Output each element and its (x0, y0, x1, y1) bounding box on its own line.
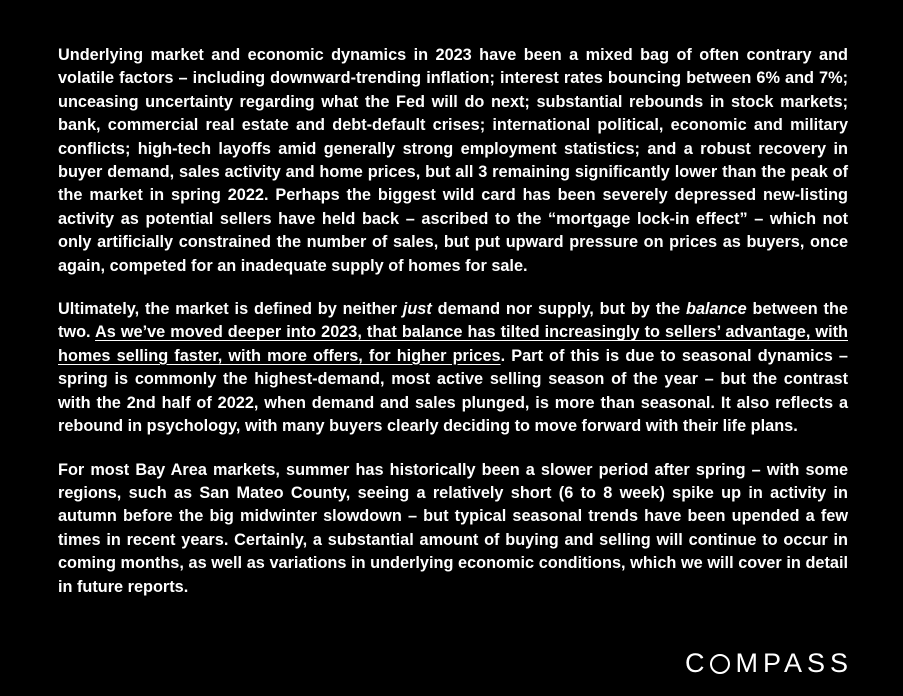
logo-letters-rest: MPASS (735, 648, 853, 678)
paragraph-market-dynamics: Underlying market and economic dynamics in 2023 have been a mixed bag of often contrary and volatile factors – including downward-trending inflation; interest rates bouncing between 6% and 7%; unceasing uncertainty regarding what the Fed will do next; substantial rebounds in stock markets; bank, commercial real estate and debt-default crises; international political, economic and military conflicts; high-tech layoffs amid generally strong employment statistics; and a robust recovery in buyer demand, sales activity and home prices, but all 3 remaining significantly lower than the peak of the market in spring 2022. Perhaps the biggest wild card has been severely depressed new-listing activity as potential sellers have held back – ascribed to the “mortgage lock-in effect” – which not only artificially constrained the number of sales, but put upward pressure on prices as buyers, once again, competed for an inadequate supply of homes for sale. (58, 46, 848, 275)
emphasis-balance: balance (686, 300, 747, 319)
compass-logo (685, 648, 853, 679)
underlined-highlight: As we’ve moved deeper into 2023, that balance has tilted increasingly to sellers’ advantage, with homes selling faster, with more offers, for higher prices (58, 323, 848, 365)
paragraph-text: Ultimately, the market is defined by neither (58, 300, 403, 319)
paragraph-text: demand nor supply, but by the (431, 300, 687, 319)
paragraph-seasonal-trends: For most Bay Area markets, summer has historically been a slower period after spring – with some regions, such as San Mateo County, seeing a relatively short (6 to 8 week) spike up in activity in autumn before the big midwinter slowdown – but typical seasonal trends have been upended a few times in recent years. Certainly, a substantial amount of buying and selling will continue to occur in coming months, as well as variations in underlying economic conditions, which we will cover in detail in future reports. (58, 460, 848, 596)
paragraph-text: . Part of this is due to seasonal dynamics – spring is commonly the highest-demand, most active selling season of the year – but the contrast with the 2nd half of 2022, when demand and sales plunged, is more than seasonal. It also reflects a rebound in psychology, with many buyers clearly deciding to move forward with their life plans. (58, 346, 848, 436)
paragraph-text: between the two. (58, 300, 848, 342)
text-body (58, 44, 848, 619)
logo-letter-c: C (684, 648, 710, 678)
emphasis-just: just (402, 300, 432, 319)
paragraph-market-balance (58, 298, 848, 438)
logo-ring-icon (710, 654, 730, 674)
